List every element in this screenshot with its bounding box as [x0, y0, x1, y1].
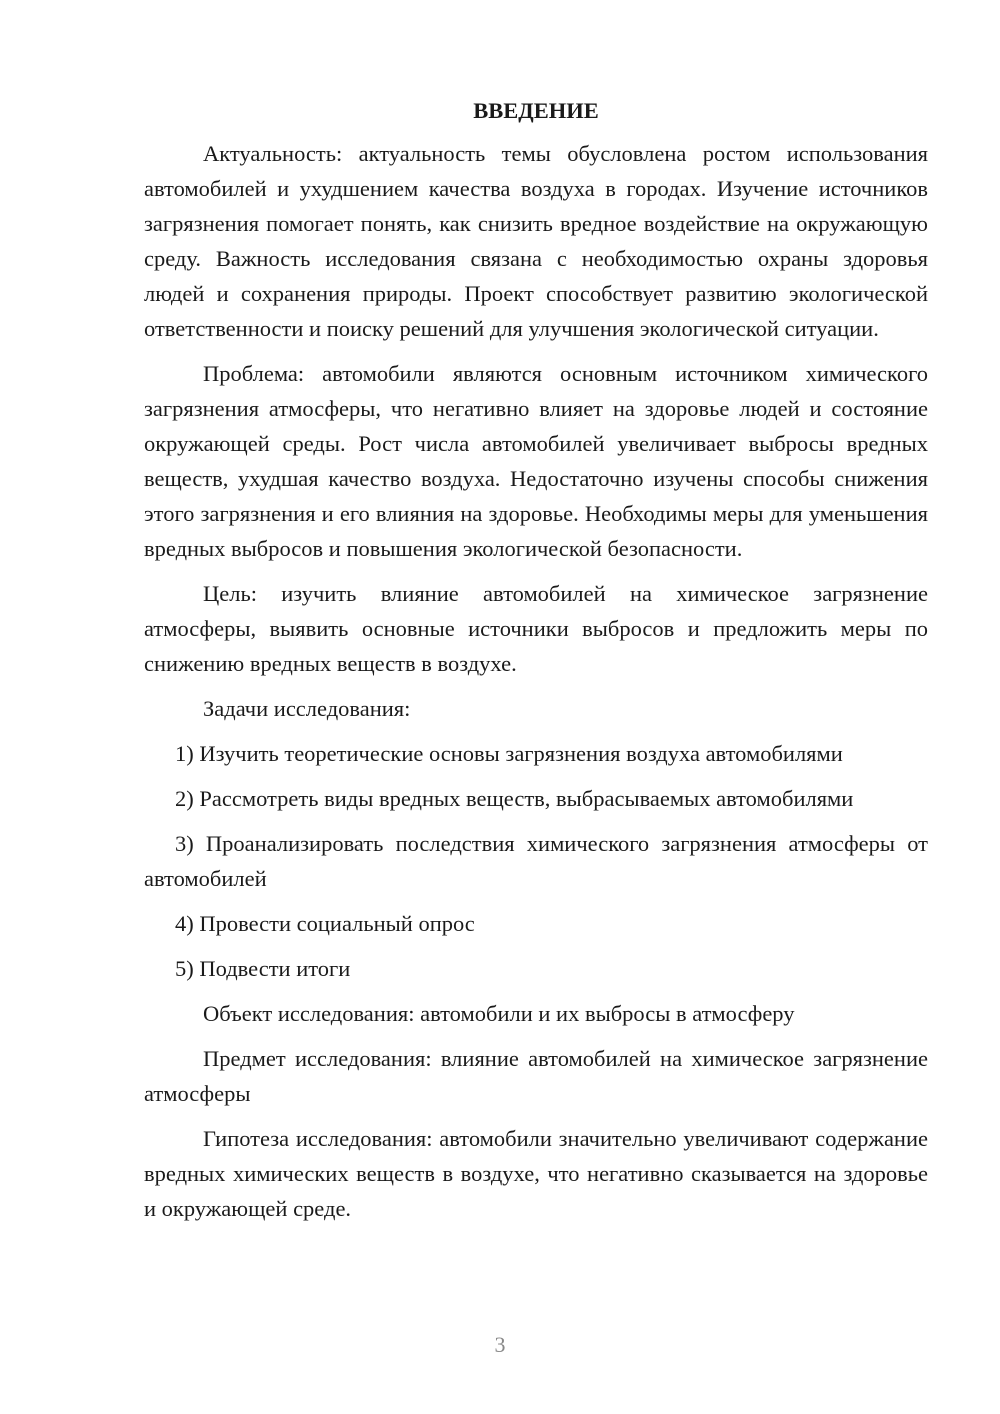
- paragraph-relevance: Актуальность: актуальность темы обусловлена ростом использования автомобилей и ухудшением качества воздуха в городах. Изучение источников загрязнения помогает понять, как снизить вредное воздействие на окружающую среду. Важность исследования связана с необходимостью охраны здоровья людей и сохранения природы. Проект способствует развитию экологической ответственности и поиску решений для улучшения экологической ситуации.: [144, 141, 928, 341]
- task-item-4: 4) Провести социальный опрос: [175, 911, 475, 936]
- paragraph-goal: Цель: изучить влияние автомобилей на химическое загрязнение атмосферы, выявить основные источники выбросов и предложить меры по снижению вредных веществ в воздухе.: [144, 581, 928, 676]
- tasks-heading: Задачи исследования:: [203, 696, 411, 721]
- paragraph-hypothesis: Гипотеза исследования: автомобили значительно увеличивают содержание вредных химических веществ в воздухе, что негативно сказывается на здоровье и окружающей среде.: [144, 1126, 928, 1221]
- document-page: [144, 96, 928, 1236]
- task-item-3: 3) Проанализировать последствия химического загрязнения атмосферы от автомобилей: [144, 831, 928, 891]
- section-title: ВВЕДЕНИЕ: [473, 98, 599, 123]
- task-item-2: 2) Рассмотреть виды вредных веществ, выбрасываемых автомобилями: [175, 786, 854, 811]
- task-item-1: 1) Изучить теоретические основы загрязнения воздуха автомобилями: [175, 741, 843, 766]
- task-item-5: 5) Подвести итоги: [175, 956, 351, 981]
- paragraph-object: Объект исследования: автомобили и их выбросы в атмосферу: [203, 1001, 795, 1026]
- page-number: 3: [494, 1332, 506, 1357]
- paragraph-subject: Предмет исследования: влияние автомобилей на химическое загрязнение атмосферы: [144, 1046, 928, 1106]
- paragraph-problem: Проблема: автомобили являются основным источником химического загрязнения атмосферы, что негативно влияет на здоровье людей и состояние окружающей среды. Рост числа автомобилей увеличивает выбросы вредных веществ, ухудшая качество воздуха. Недостаточно изучены способы снижения этого загрязнения и его влияния на здоровье. Необходимы меры для уменьшения вредных выбросов и повышения экологической безопасности.: [144, 361, 928, 561]
